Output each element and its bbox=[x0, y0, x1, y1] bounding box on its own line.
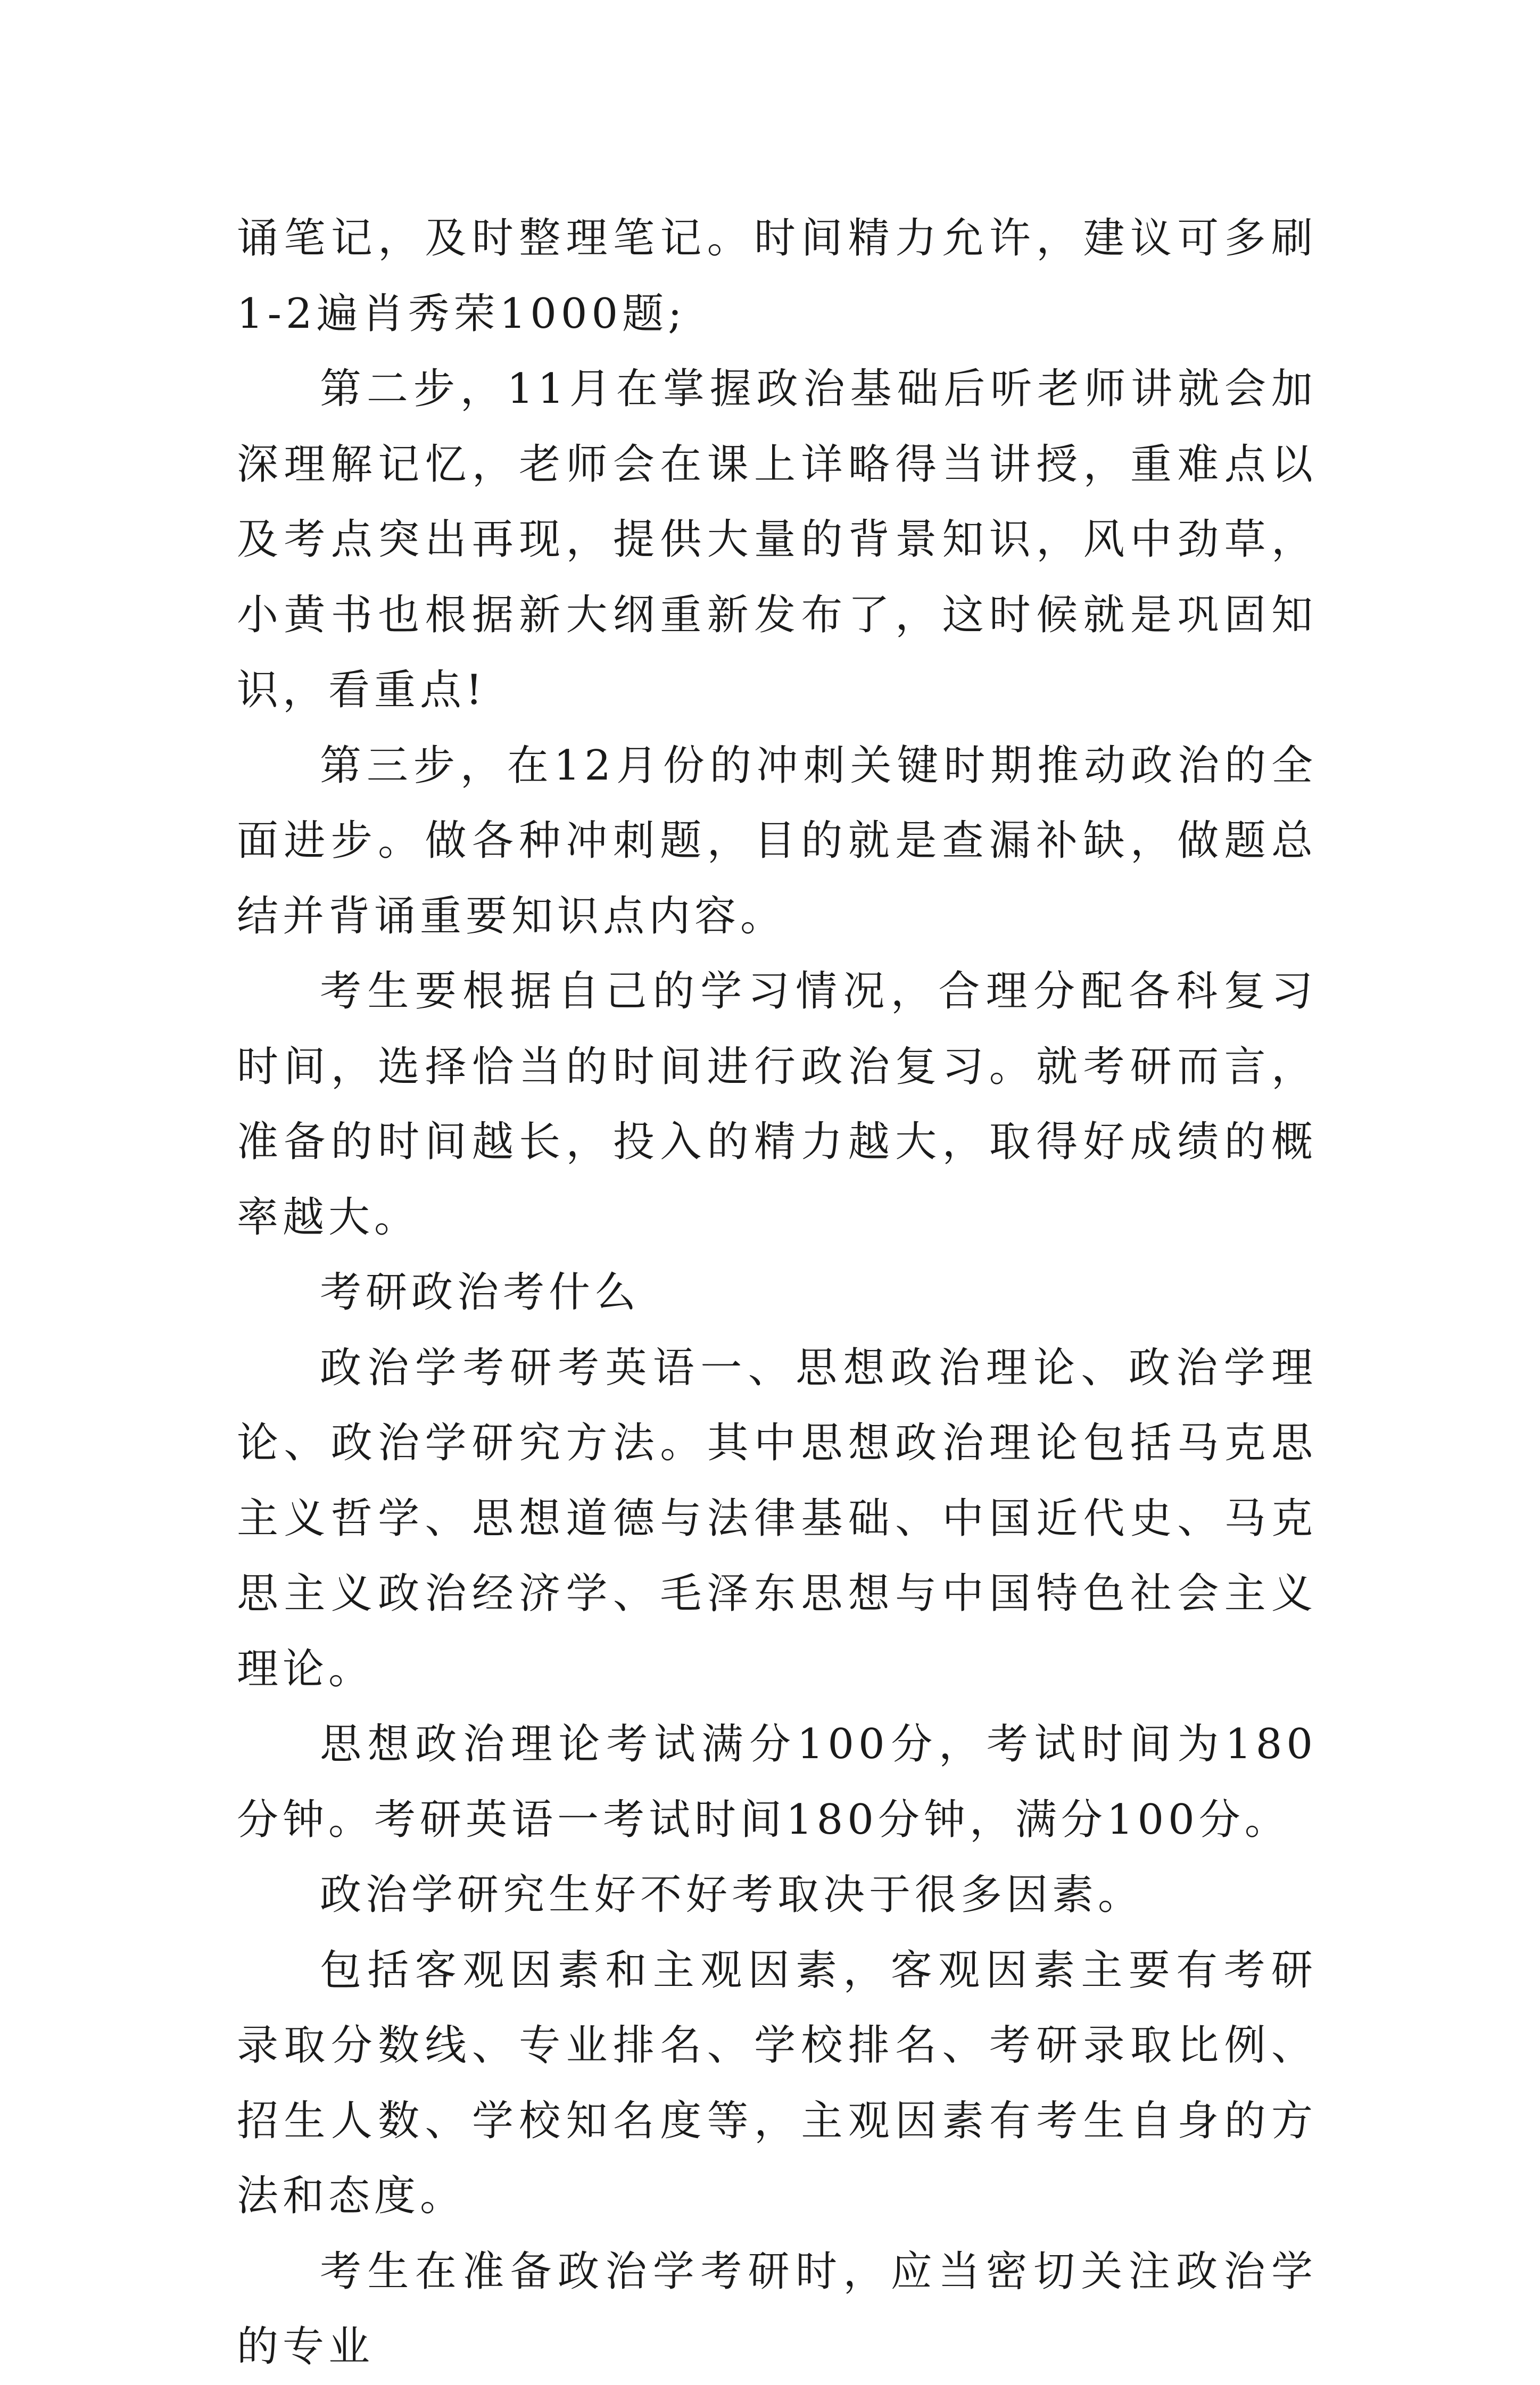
document-body bbox=[237, 201, 1317, 2385]
paragraph-8: 政治学研究生好不好考取决于很多因素。 bbox=[320, 1871, 1144, 1919]
paragraph-9: 包括客观因素和主观因素，客观因素主要有考研录取分数线、专业排名、学校排名、考研录取比例、招生人数、学校知名度等，主观因素有考生自身的方法和态度。 bbox=[237, 1946, 1317, 2220]
paragraph-6: 政治学考研考英语一、思想政治理论、政治学理论、政治学研究方法。其中思想政治理论包括马克思主义哲学、思想道德与法律基础、中国近代史、马克思主义政治经济学、毛泽东思想与中国特色社会主义理论。 bbox=[237, 1344, 1317, 1693]
paragraph-4: 考生要根据自己的学习情况，合理分配各科复习时间，选择恰当的时间进行政治复习。就考研而言，准备的时间越长，投入的精力越大，取得好成绩的概率越大。 bbox=[237, 967, 1317, 1241]
paragraph-2: 第二步，11月在掌握政治基础后听老师讲就会加深理解记忆，老师会在课上详略得当讲授，重难点以及考点突出再现，提供大量的背景知识，风中劲草，小黄书也根据新大纲重新发布了，这时候就是巩固知识，看重点! bbox=[237, 365, 1317, 714]
paragraph-7: 思想政治理论考试满分100分，考试时间为180分钟。考研英语一考试时间180分钟，满分100分。 bbox=[237, 1720, 1317, 1844]
paragraph-3: 第三步，在12月份的冲刺关键时期推动政治的全面进步。做各种冲刺题，目的就是查漏补缺，做题总结并背诵重要知识点内容。 bbox=[237, 741, 1317, 940]
paragraph-1: 诵笔记，及时整理笔记。时间精力允许，建议可多刷1-2遍肖秀荣1000题; bbox=[237, 214, 1317, 338]
paragraph-10: 考生在准备政治学考研时，应当密切关注政治学的专业 bbox=[237, 2247, 1317, 2371]
section-heading: 考研政治考什么 bbox=[320, 1269, 641, 1316]
